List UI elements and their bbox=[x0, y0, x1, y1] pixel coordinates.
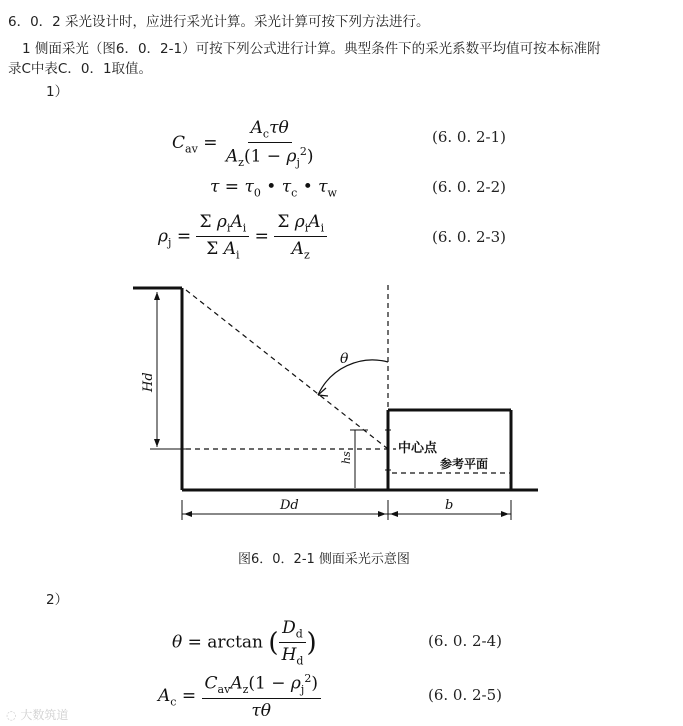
equation-number-5: (6. 0. 2-5) bbox=[428, 686, 503, 704]
equation-number-2: (6. 0. 2-2) bbox=[432, 178, 507, 196]
label-b: b bbox=[445, 498, 454, 513]
equation-number-4: (6. 0. 2-4) bbox=[428, 632, 503, 650]
equation-6-0-2-1: $C_{av}$ = $\frac{A_c\tau\theta}{A_z(1 - \rho_j^2)}$ bbox=[172, 118, 314, 170]
paragraph-side-lighting-cont: 录C中表C．0．1取值。 bbox=[8, 61, 153, 77]
equation-6-0-2-3: $\rho_j$ = $\frac{\Sigma \rho_iA_i}{\Sigma A_i}$ = $\frac{\Sigma \rho_iA_i}{A_z}$ bbox=[158, 212, 327, 262]
watermark-text bbox=[6, 706, 68, 723]
hd-arrow-bottom bbox=[154, 439, 160, 447]
dd-arrow-right bbox=[378, 511, 386, 517]
list-item-1: 1） bbox=[46, 84, 69, 100]
label-center-point: 中心点 bbox=[398, 441, 438, 456]
equation-number-1: (6. 0. 2-1) bbox=[432, 128, 507, 146]
figure-caption: 图6．0．2-1 侧面采光示意图 bbox=[238, 552, 410, 567]
equation-6-0-2-5: $A_c$ = $\frac{C_{av}A_z(1 - \rho_j^2)}{\tau\theta}$ bbox=[158, 672, 321, 721]
label-theta: θ bbox=[340, 351, 349, 367]
label-hd: Hd bbox=[141, 372, 156, 392]
hd-arrow-top bbox=[154, 292, 160, 300]
sight-line bbox=[186, 290, 388, 449]
equation-number-3: (6. 0. 2-3) bbox=[432, 228, 507, 246]
b-arrow-right bbox=[501, 511, 509, 517]
list-item-2: 2） bbox=[46, 592, 69, 608]
watermark-icon: ◌ bbox=[6, 708, 17, 722]
paragraph-6-0-2: 6．0．2 采光设计时，应进行采光计算。采光计算可按下列方法进行。 bbox=[8, 14, 430, 30]
label-dd: Dd bbox=[280, 498, 299, 513]
b-arrow-left bbox=[390, 511, 398, 517]
watermark-label: 大数筑道 bbox=[20, 708, 69, 722]
paragraph-side-lighting: 1 侧面采光（图6．0．2-1）可按下列公式进行计算。典型条件下的采光系数平均值可按本标准附 bbox=[22, 41, 601, 57]
label-hs: hs bbox=[340, 451, 353, 464]
equation-6-0-2-4: θ = arctan ( $\frac{D_d}{H_d}$ ) bbox=[172, 618, 317, 668]
equation-6-0-2-2: $\tau = \tau_0$ • $\tau_c$ • $\tau_w$ bbox=[210, 177, 337, 200]
theta-arc bbox=[318, 360, 388, 395]
label-reference-plane: 参考平面 bbox=[440, 457, 489, 471]
dd-arrow-left bbox=[184, 511, 192, 517]
